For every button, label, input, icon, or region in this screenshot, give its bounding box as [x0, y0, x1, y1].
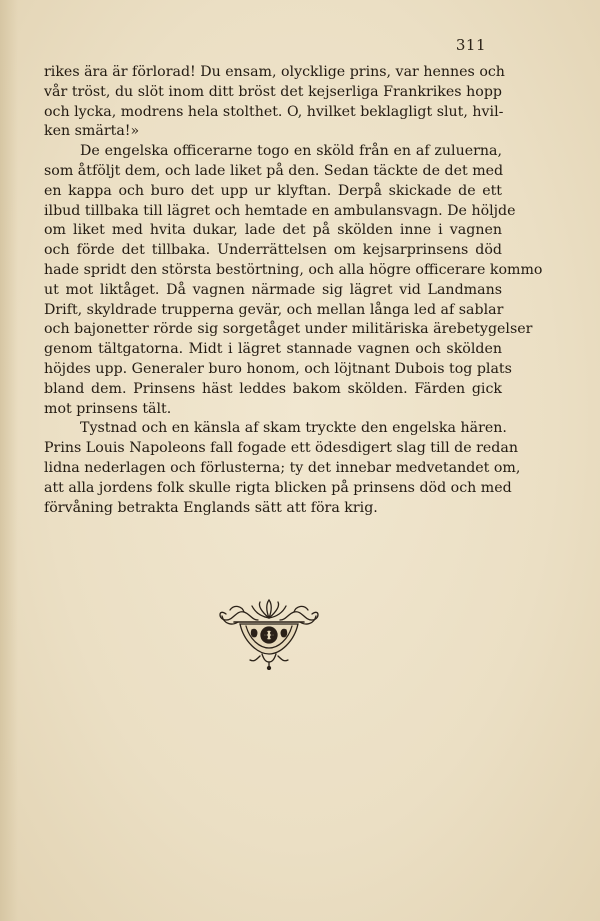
paragraph: [44, 142, 543, 419]
text-line: och förde det tillbaka. Underrättelsen om kejsarprinsens död: [44, 242, 502, 259]
text-line: Prins Louis Napoleons fall fogade ett ödesdigert slag till de redan: [44, 440, 518, 457]
text-line: höjdes upp. Generaler buro honom, och löjtnant Dubois tog plats: [44, 360, 512, 377]
gutter-shadow: [0, 0, 18, 921]
text-line: vår tröst, du slöt inom ditt bröst det kejserliga Frankrikes hopp: [44, 83, 502, 100]
text-line: om liket med hvita dukar, lade det på skölden inne i vagnen: [44, 222, 502, 239]
text-line: hade spridt den största bestörtning, och alla högre officerare kommo: [44, 261, 543, 278]
text-line: genom tältgatorna. Midt i lägret stannade vagnen och skölden: [44, 341, 502, 358]
text-line: som åtföljt dem, och lade liket på den. Sedan täckte de det med: [44, 162, 504, 179]
text-line: De engelska officerarne togo en sköld från en af zuluerna,: [80, 143, 502, 160]
text-line: ilbud tillbaka till lägret och hemtade en ambulansvagn. De höljde: [44, 202, 516, 219]
text-line: och lycka, modrens hela stolthet. O, hvilket beklagligt slut, hvil-: [44, 103, 504, 120]
text-line: förvåning betrakta Englands sätt att föra krig.: [44, 499, 378, 516]
text-line: rikes ära är förlorad! Du ensam, olycklige prins, var hennes och: [44, 64, 505, 80]
text-line: ut mot liktåget. Då vagnen närmade sig lägret vid Landmans: [44, 281, 502, 298]
text-line: att alla jordens folk skulle rigta blicken på prinsens död och med: [44, 479, 512, 496]
text-line: ken smärta!»: [44, 123, 140, 140]
text-line: Tystnad och en känsla af skam tryckte den engelska hären.: [80, 420, 507, 437]
paragraph: [44, 63, 505, 142]
text-line: mot prinsens tält.: [44, 400, 172, 417]
text-line: och bajonetter rörde sig sorgetåget under militäriska ärebetygelser: [44, 321, 533, 338]
text-line: bland dem. Prinsens häst leddes bakom skölden. Färden gick: [44, 380, 502, 397]
body-text: [44, 63, 543, 518]
text-line: en kappa och buro det upp ur klyftan. Derpå skickade de ett: [44, 182, 502, 199]
paragraph: [44, 419, 521, 518]
decorative-vignette-ornament: [214, 598, 324, 670]
text-line: lidna nederlagen och förlusterna; ty det innebar medvetandet om,: [44, 459, 521, 476]
page-number: 311: [455, 36, 486, 54]
text-line: Drift, skyldrade trupperna gevär, och mellan långa led af sablar: [44, 301, 504, 318]
